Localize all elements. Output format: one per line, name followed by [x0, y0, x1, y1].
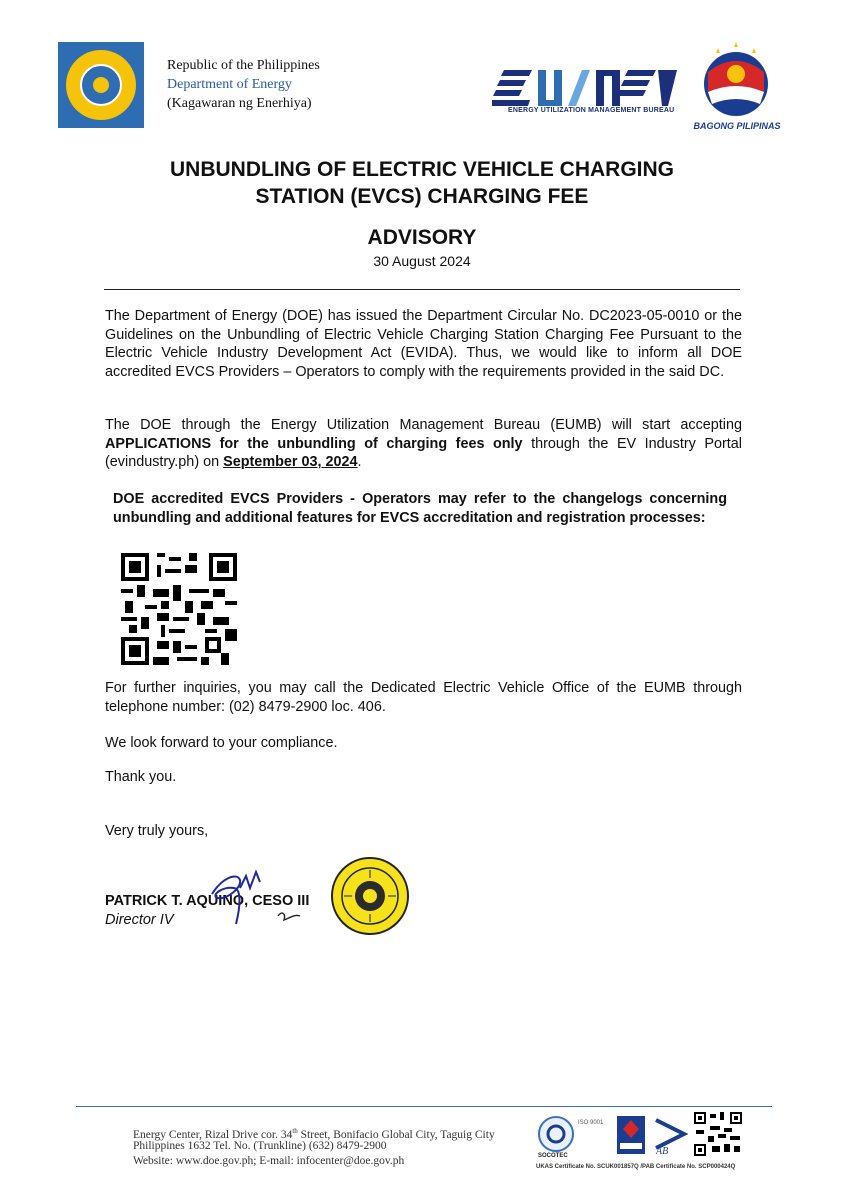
department-label: Department of Energy — [167, 77, 292, 92]
eumb-logo — [492, 70, 677, 108]
footer-address-a: Energy Center, Rizal Drive cor. 34 — [133, 1128, 293, 1141]
paragraph-circular: The Department of Energy (DOE) has issued the Department Circular No. DC2023-05-0010 or the Guidelines on the Unbundling of Electric Vehicle Charging Station Charging Fee Pursuant to the Electric Vehicle Industry Development Act (EVIDA). Thus, we would like to inform all DOE accredited EVCS Providers – Operators to comply with the requirements provided in the said DC. — [105, 308, 742, 380]
footer-address-sup: th — [292, 1127, 298, 1135]
footer-contact: Website: www.doe.gov.ph; E-mail: infocenter@doe.gov.ph — [133, 1155, 405, 1167]
department-local-label: (Kagawaran ng Enerhiya) — [167, 96, 312, 111]
footer-divider — [76, 1106, 772, 1107]
paragraph-thanks: Thank you. — [105, 769, 177, 785]
socotec-label: SOCOTEC — [538, 1153, 568, 1159]
certificate-numbers: UKAS Certificate No. SCUK001857Q /PAB Certificate No. SCP000424Q — [536, 1164, 736, 1170]
eumb-subtitle: ENERGY UTILIZATION MANAGEMENT BUREAU — [508, 107, 675, 114]
header-divider — [104, 289, 740, 290]
republic-label: Republic of the Philippines — [167, 58, 320, 73]
ukas-certification-icon — [616, 1115, 646, 1155]
title-line-1: UNBUNDLING OF ELECTRIC VEHICLE CHARGING — [170, 158, 674, 181]
svg-text:AB: AB — [656, 1146, 669, 1156]
pab-certification-icon — [652, 1112, 688, 1156]
socotec-certification-icon — [537, 1115, 575, 1153]
handwritten-signature — [182, 858, 322, 930]
bagong-pilipinas-logo — [694, 40, 778, 118]
footer-qr-code[interactable] — [694, 1112, 742, 1156]
signatory-role: Director IV — [105, 912, 174, 928]
paragraph-applications-text-b: through the EV Industry Portal (evindustry.ph) on — [105, 435, 742, 470]
paragraph-inquiries: For further inquiries, you may call the Dedicated Electric Vehicle Office of the EUMB through telephone number: (02) 8479-2900 loc. 406. — [105, 680, 742, 715]
footer-phone: Philippines 1632 Tel. No. (Trunkline) (632) 8479-2900 — [133, 1140, 387, 1152]
applications-emphasis: APPLICATIONS for the unbundling of charging fees only — [105, 435, 523, 452]
advisory-date: 30 August 2024 — [373, 253, 471, 269]
doe-seal-core — [93, 77, 109, 93]
paragraph-compliance: We look forward to your compliance. — [105, 735, 338, 751]
footer-address-b: Street, Bonifacio Global City, Taguig City — [297, 1128, 495, 1141]
closing-line: Very truly yours, — [105, 823, 209, 839]
signatory-name: PATRICK T. AQUINO, CESO III — [105, 893, 310, 909]
paragraph-changelogs: DOE accredited EVCS Providers - Operators may refer to the changelogs concerning unbundling and additional features for EVCS accreditation and registration processes: — [113, 491, 727, 526]
paragraph-applications-text-a: The DOE through the Energy Utilization Management Bureau (EUMB) will start accepting — [105, 417, 742, 433]
doe-official-stamp — [330, 856, 410, 936]
start-date: September 03, 2024 — [223, 454, 358, 470]
title-line-2: STATION (EVCS) CHARGING FEE — [255, 185, 589, 208]
changelog-qr-code[interactable] — [121, 553, 237, 665]
bagong-pilipinas-label: BAGONG PILIPINAS — [693, 121, 781, 131]
iso-label: ISO 9001 — [578, 1120, 604, 1126]
paragraph-applications-end: . — [357, 454, 362, 470]
paragraph-applications — [105, 416, 742, 472]
advisory-heading: ADVISORY — [367, 226, 477, 249]
